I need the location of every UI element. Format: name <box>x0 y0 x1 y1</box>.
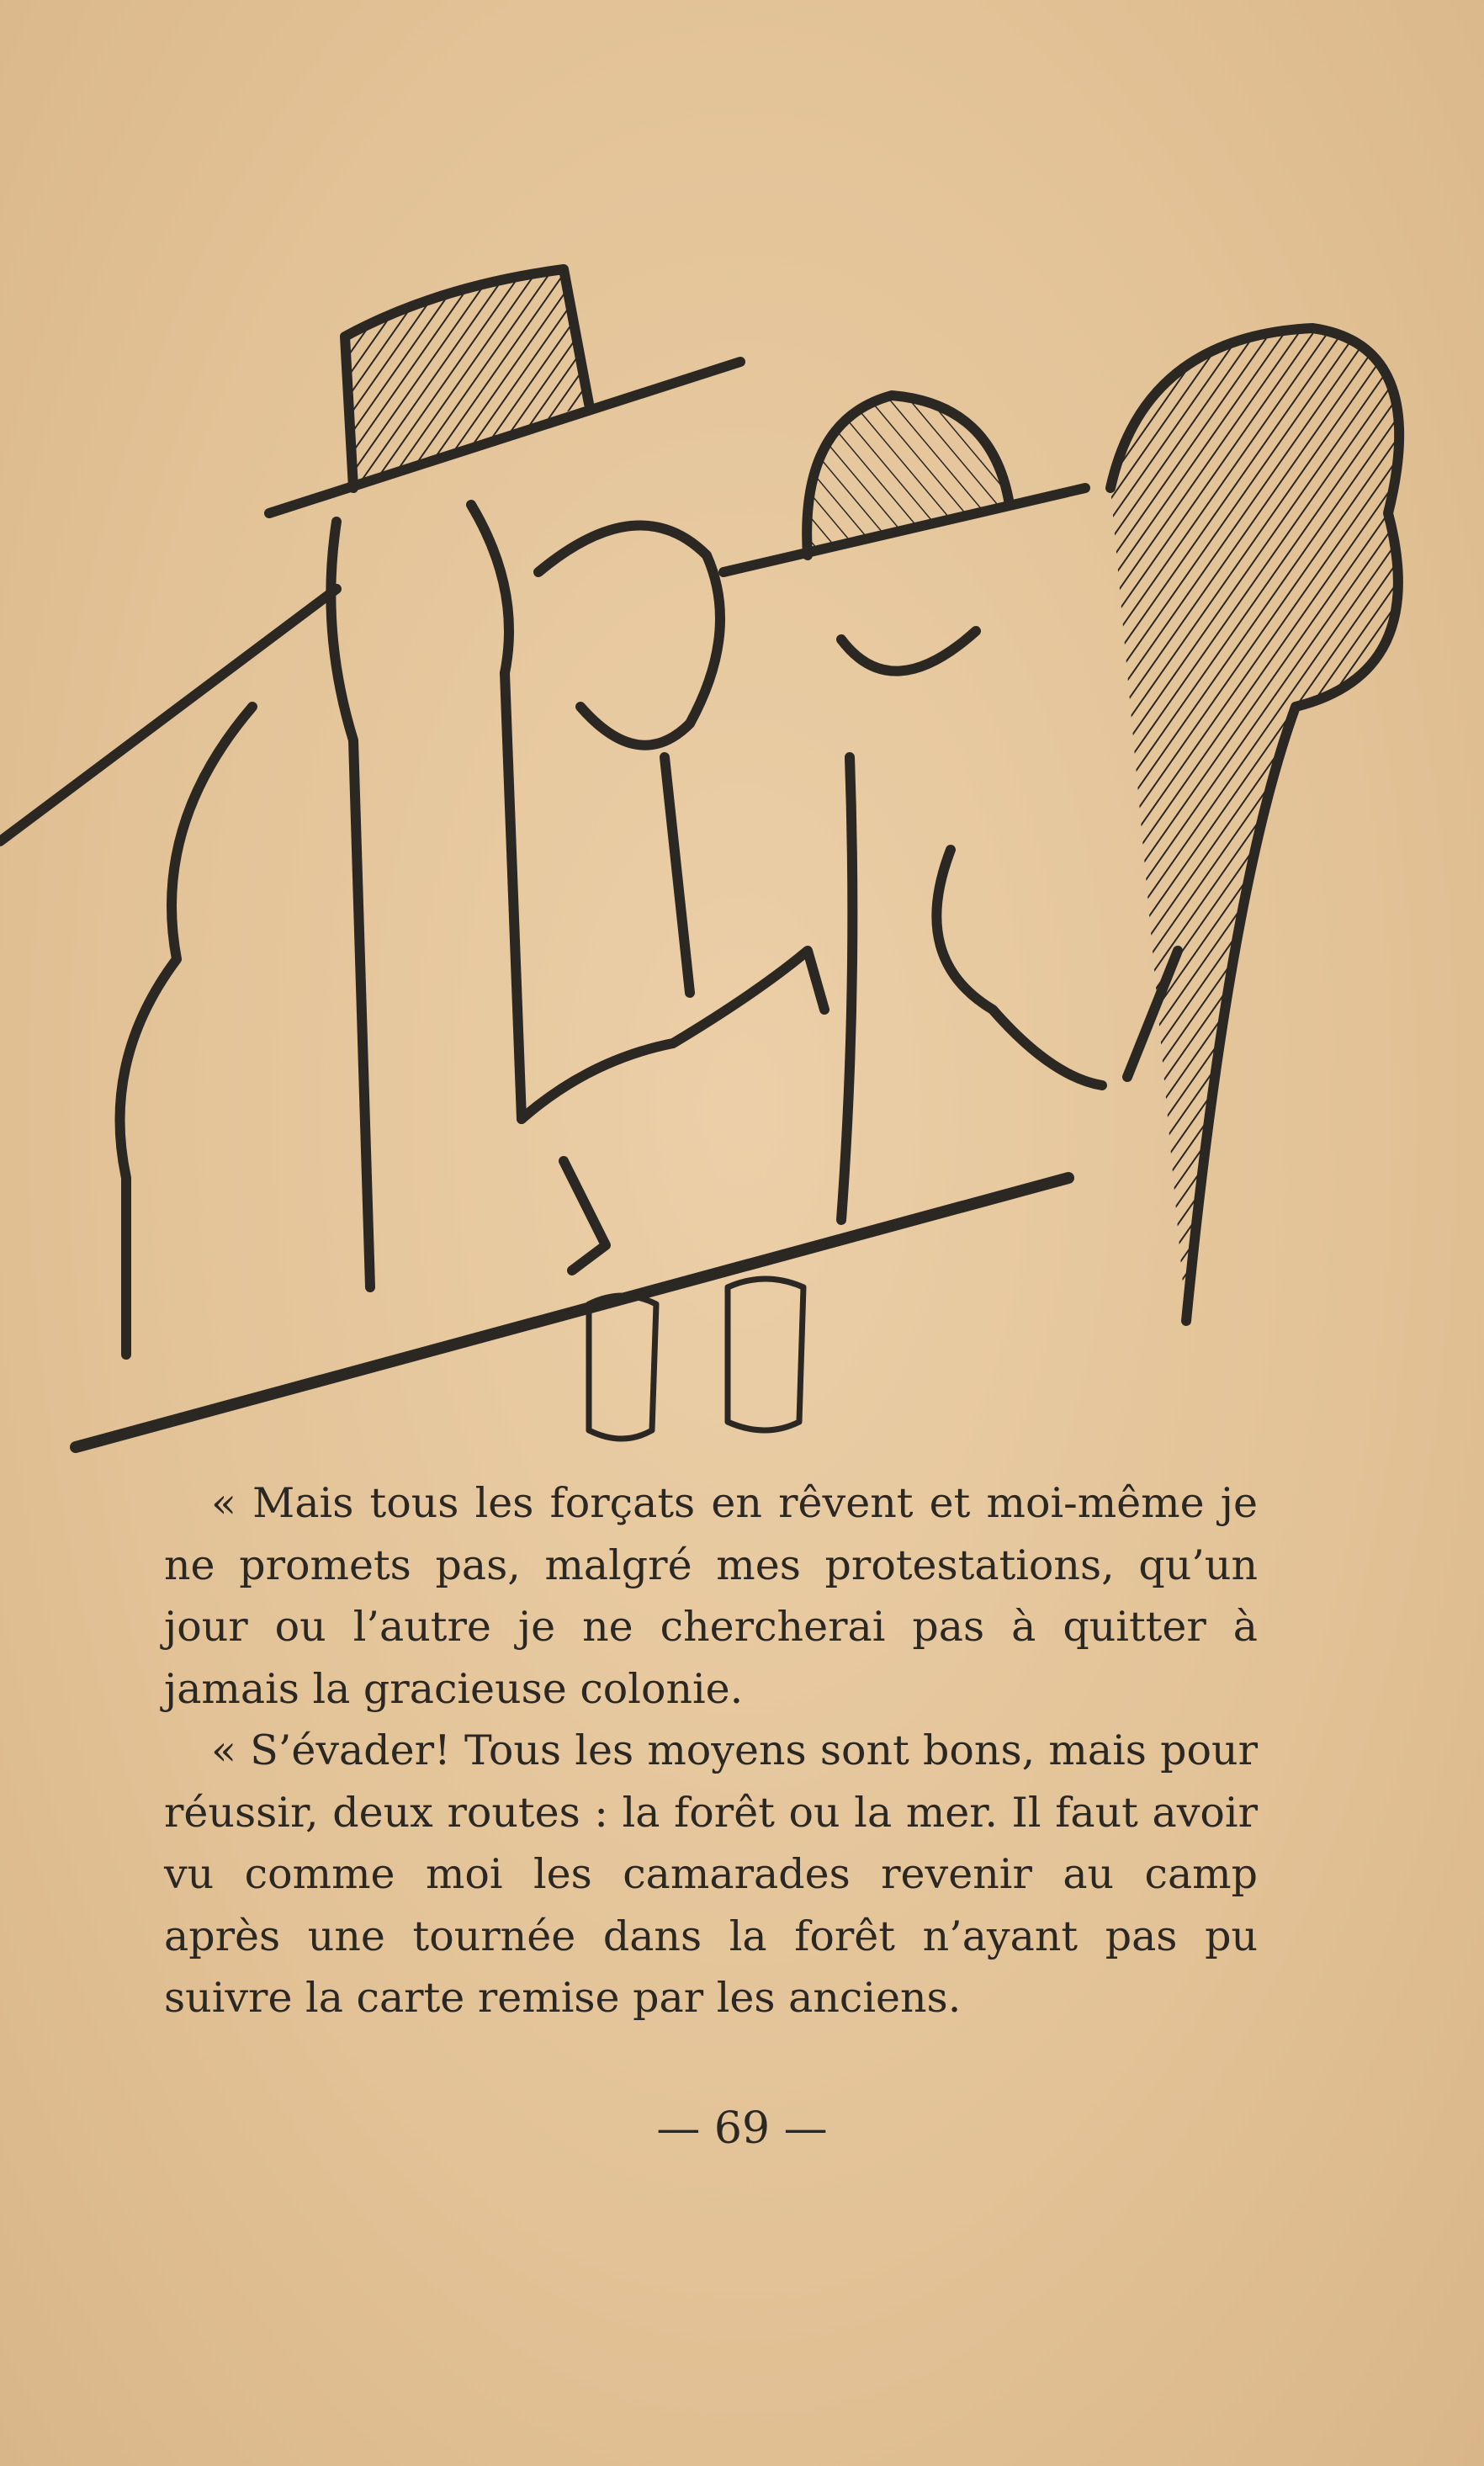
ink-illustration-bar-scene <box>0 236 1484 1464</box>
hat-crown-left <box>345 269 589 488</box>
bar-counter <box>76 1178 1068 1447</box>
page-number: — 69 — <box>656 2103 828 2154</box>
bald-head <box>538 525 720 745</box>
paragraph-2: « S’évader! Tous les moyens sont bons, mais pour réussir, deux routes : la forêt ou la mer. Il faut avoir vu comme moi les camarades revenir au camp après une tournée dans la forêt n’ayant pas pu suivre la carte remise par les anciens. <box>164 1726 1258 2022</box>
dark-figure-right <box>1110 328 1399 1321</box>
paragraph-1: « Mais tous les forçats en rêvent et moi-même je ne promets pas, malgré mes protestations, qu’un jour ou l’autre je ne chercherai pas à quitter à jamais la gracieuse colonie. <box>164 1479 1258 1713</box>
body-text <box>164 1472 1258 2029</box>
glass-right <box>728 1279 803 1430</box>
glass-left <box>589 1296 656 1439</box>
